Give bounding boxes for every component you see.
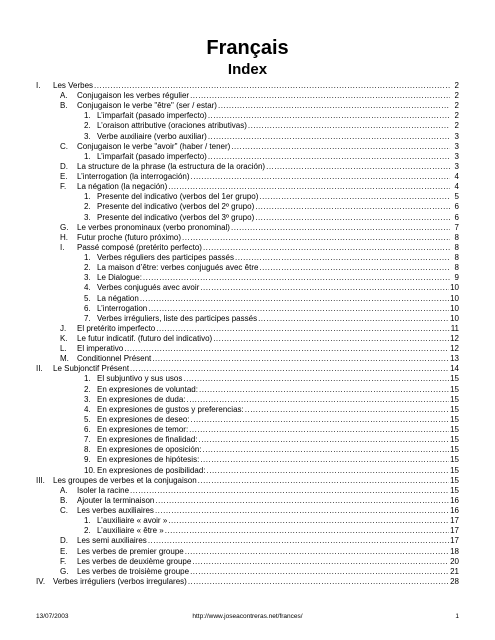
toc-entry-label: El subjuntivo y sus usos	[97, 374, 183, 384]
toc-entry-number: E.	[60, 546, 68, 556]
toc-entry-label: Le Subjonctif Présent	[53, 364, 130, 374]
toc-entry-label: Verbes réguliers des participes passés	[97, 253, 234, 263]
toc-entry-page: 15	[450, 394, 459, 404]
toc-entry-number: I.	[36, 81, 41, 90]
toc-entry-label: L’interrogation (la interrogación)	[77, 172, 190, 182]
toc-entry-page: 10	[450, 303, 459, 313]
toc-entry-label: Futur proche (futuro próximo)	[77, 232, 182, 242]
toc-entry-number: J.	[60, 323, 67, 333]
toc-entry-number: 2.	[84, 121, 91, 131]
toc-entry-page: 15	[450, 384, 459, 394]
footer-date: 13/07/2003	[36, 613, 69, 620]
toc-entry-label: Verbes conjugués avec avoir	[97, 283, 200, 293]
dot-leader	[188, 576, 449, 587]
toc-entry-number: 1.	[84, 111, 91, 121]
toc-entry-number: E.	[60, 172, 68, 182]
toc-entry-number: 6.	[84, 303, 91, 313]
toc-entry-page: 15	[450, 404, 459, 414]
toc-entry-page: 17	[450, 536, 459, 546]
toc-entry-page: 15	[450, 475, 459, 485]
toc-entry-page: 8	[454, 253, 459, 263]
toc-entry-number: I.	[60, 242, 65, 252]
toc-entry-label: La maison d’être: verbes conjugués avec être	[97, 263, 259, 273]
toc-entry-label: Le Dialogue:	[97, 273, 142, 283]
toc-entry-number: 5.	[84, 293, 91, 303]
toc-entry-page: 28	[450, 576, 459, 586]
toc-entry-page: 4	[454, 182, 459, 192]
toc-entry-page: 3	[454, 131, 459, 141]
toc-entry-page: 2	[454, 101, 459, 111]
toc-entry-page: 8	[454, 263, 459, 273]
toc-entry-page: 17	[450, 526, 459, 536]
toc-entry-page: 15	[450, 374, 459, 384]
toc-entry-label: El imperativo	[77, 344, 124, 354]
toc-entry-number: G.	[60, 566, 69, 576]
toc-entry-number: 7.	[84, 435, 91, 445]
toc-entry-label: L’auxiliaire « être »	[97, 526, 164, 536]
toc-entry-page: 15	[450, 414, 459, 424]
toc-entry-label: En expresiones de temor:	[97, 425, 189, 435]
toc-entry-label: Presente del indicativo (verbos del 3º grupo)	[97, 212, 255, 222]
toc-entry-page: 16	[450, 506, 459, 516]
toc-entry-page: 3	[454, 151, 459, 161]
toc-entry-page: 5	[454, 192, 459, 202]
toc-entry-label: L’imparfait (pasado imperfecto)	[97, 111, 207, 121]
toc-entry-page: 12	[450, 344, 459, 354]
toc-entry-label: Le verbes pronominaux (verbo pronominal)	[77, 222, 230, 232]
toc-entry-number: 6.	[84, 425, 91, 435]
toc-entry-label: Passé composé (pretérito perfecto)	[77, 242, 202, 252]
toc-entry-page: 10	[450, 313, 459, 323]
toc-entry-number: B.	[60, 101, 68, 111]
toc-entry-page: 18	[450, 546, 459, 556]
toc-entry-number: 1.	[84, 151, 91, 161]
toc-entry-page: 10	[450, 283, 459, 293]
toc-entry-number: 9.	[84, 455, 91, 465]
toc-entry-number: B.	[60, 495, 68, 505]
toc-entry-page: 11	[450, 323, 459, 333]
toc-entry-label: En expresiones de posibilidad:	[97, 465, 206, 475]
toc-entry-label: La négation (la negación)	[77, 182, 168, 192]
footer-url[interactable]: http://www.joseacontreras.net/frances/	[192, 613, 303, 620]
toc-entry-label: Les verbes de premier groupe	[77, 546, 184, 556]
document-title: Français	[206, 37, 289, 59]
toc-entry-page: 2	[454, 111, 459, 121]
toc-entry-number: D.	[60, 536, 68, 546]
toc-entry-number: 2.	[84, 263, 91, 273]
toc-entry-number: 7.	[84, 313, 91, 323]
toc-entry-number: 5.	[84, 414, 91, 424]
toc-entry[interactable]	[0, 576, 495, 587]
toc-entry-page: 2	[454, 91, 459, 101]
toc-entry-label: Verbes irréguliers, liste des participes passés	[97, 313, 258, 323]
toc-entry-label: Conjugaison le verbe "être" (ser / estar)	[77, 101, 217, 111]
toc-entry-page: 9	[454, 273, 459, 283]
toc-entry-number: 1.	[84, 253, 91, 263]
toc-entry-label: Les groupes de verbes et la conjugaison	[53, 475, 197, 485]
toc-entry-page: 8	[454, 232, 459, 242]
toc-entry-page: 10	[450, 293, 459, 303]
toc-entry-page: 7	[454, 222, 459, 232]
toc-entry-number: A.	[60, 485, 68, 495]
toc-entry-number: A.	[60, 91, 68, 101]
toc-entry-label: L’imparfait (pasado imperfecto)	[97, 151, 207, 161]
toc-entry-page: 4	[454, 172, 459, 182]
toc-entry-page: 15	[450, 445, 459, 455]
toc-entry-label: Les Verbes	[53, 81, 94, 90]
toc-entry-label: La structure de la phrase (la estructura de la oración)	[77, 161, 266, 171]
toc-entry-number: 1.	[84, 192, 91, 202]
toc-entry-number: L.	[60, 344, 67, 354]
toc-entry-label: Conjugaison le verbe "avoir" (haber / tener)	[77, 141, 231, 151]
toc-entry-number: 2.	[84, 202, 91, 212]
toc-entry-page: 12	[450, 334, 459, 343]
page-footer	[36, 612, 459, 622]
toc-entry-label: L’interrogation	[97, 303, 148, 313]
toc-entry-page: 3	[454, 141, 459, 151]
toc-entry-label: El pretérito imperfecto	[77, 323, 156, 333]
document-subtitle: Index	[227, 61, 268, 78]
toc-entry-label: Verbes irréguliers (verbos irregulares)	[53, 576, 187, 586]
toc-entry-page: 16	[450, 495, 459, 505]
toc-entry-page: 15	[450, 455, 459, 465]
toc-entry-page: 21	[450, 566, 459, 576]
toc-entry-number: II.	[36, 364, 43, 374]
toc-entry-number: 1.	[84, 374, 91, 384]
toc-entry-number: 1.	[84, 516, 91, 526]
toc-entry-label: En expresiones de oposición:	[97, 445, 202, 455]
toc-entry-number: F.	[60, 182, 67, 192]
toc-entry-label: Les semi auxiliaires	[77, 536, 147, 546]
toc-entry-number: M.	[60, 354, 69, 364]
toc-entry-line	[53, 576, 459, 587]
toc-entry-number: 4.	[84, 283, 91, 293]
toc-entry-page: 6	[454, 212, 459, 222]
toc-entry-number: III.	[36, 475, 45, 485]
toc-entry-number: C.	[60, 506, 68, 516]
toc-entry-page: 13	[450, 354, 459, 364]
toc-entry-label: Isoler la racine	[77, 485, 130, 495]
toc-entry-label: Le futur indicatif. (futuro del indicativo)	[77, 334, 213, 343]
toc-entry-page: 3	[454, 161, 459, 171]
toc-entry-label: En expresiones de finalidad:	[97, 435, 198, 445]
toc-entry-label: En expresiones de voluntad:	[97, 384, 198, 394]
toc-entry-number: 8.	[84, 445, 91, 455]
toc-entry-page: 8	[454, 242, 459, 252]
toc-entry-page: 17	[450, 516, 459, 526]
toc-entry-page: 20	[450, 556, 459, 566]
toc-entry-label: L’auxiliaire « avoir »	[97, 516, 168, 526]
toc-entry-number: K.	[60, 334, 68, 343]
toc-entry-number: C.	[60, 141, 68, 151]
toc-entry-label: En expresiones de deseo:	[97, 414, 190, 424]
toc-entry-label: Les verbes de troisième groupe	[77, 566, 190, 576]
toc-entry-page: 6	[454, 202, 459, 212]
toc-entry-number: IV.	[36, 576, 46, 586]
toc-entry-number: 4.	[84, 404, 91, 414]
toc-entry-label: Presente del indicativo (verbos del 2º grupo)	[97, 202, 255, 212]
toc-entry-number: 10.	[84, 465, 96, 475]
toc-entry-label: En expresiones de duda:	[97, 394, 186, 404]
toc-entry-label: Conjugaison les verbes régulier	[77, 91, 190, 101]
toc-entry-page: 2	[454, 81, 459, 90]
toc-entry-label: L’oraison attributive (oraciones atributivas)	[97, 121, 247, 131]
toc-entry-page: 14	[450, 364, 459, 374]
toc-entry-number: 2.	[84, 384, 91, 394]
toc-entry-label: Presente del indicativo (verbos del 1er grupo)	[97, 192, 259, 202]
toc-entry-number: 3.	[84, 394, 91, 404]
toc-entry-label: En expresiones de gustos y preferencias:	[97, 404, 244, 414]
footer-page-number: 1	[455, 613, 459, 620]
toc-entry-label: Les verbes de deuxième groupe	[77, 556, 192, 566]
toc-entry-page: 2	[454, 121, 459, 131]
toc-entry-label: La négation	[97, 293, 139, 303]
toc-entry-label: Verbe auxiliaire (verbo auxiliar)	[97, 131, 207, 141]
toc-entry-number: H.	[60, 232, 68, 242]
toc-entry-page: 15	[450, 465, 459, 475]
toc-entry-label: Ajouter la terminaison	[77, 495, 155, 505]
toc-entry-number: 2.	[84, 526, 91, 536]
toc-entry-number: F.	[60, 556, 67, 566]
toc-entry-page: 15	[450, 485, 459, 495]
toc-entry-number: G.	[60, 222, 69, 232]
toc-entry-label: En expresiones de hipótesis:	[97, 455, 200, 465]
toc-entry-number: 3.	[84, 212, 91, 222]
toc-entry-number: 3.	[84, 273, 91, 283]
toc-entry-page: 15	[450, 425, 459, 435]
toc-entry-number: 3.	[84, 131, 91, 141]
toc-entry-label: Conditionnel Présent	[77, 354, 152, 364]
toc-entry-page: 15	[450, 435, 459, 445]
toc-entry-label: Les verbes auxiliaires	[77, 506, 154, 516]
toc-entry-number: D.	[60, 161, 68, 171]
